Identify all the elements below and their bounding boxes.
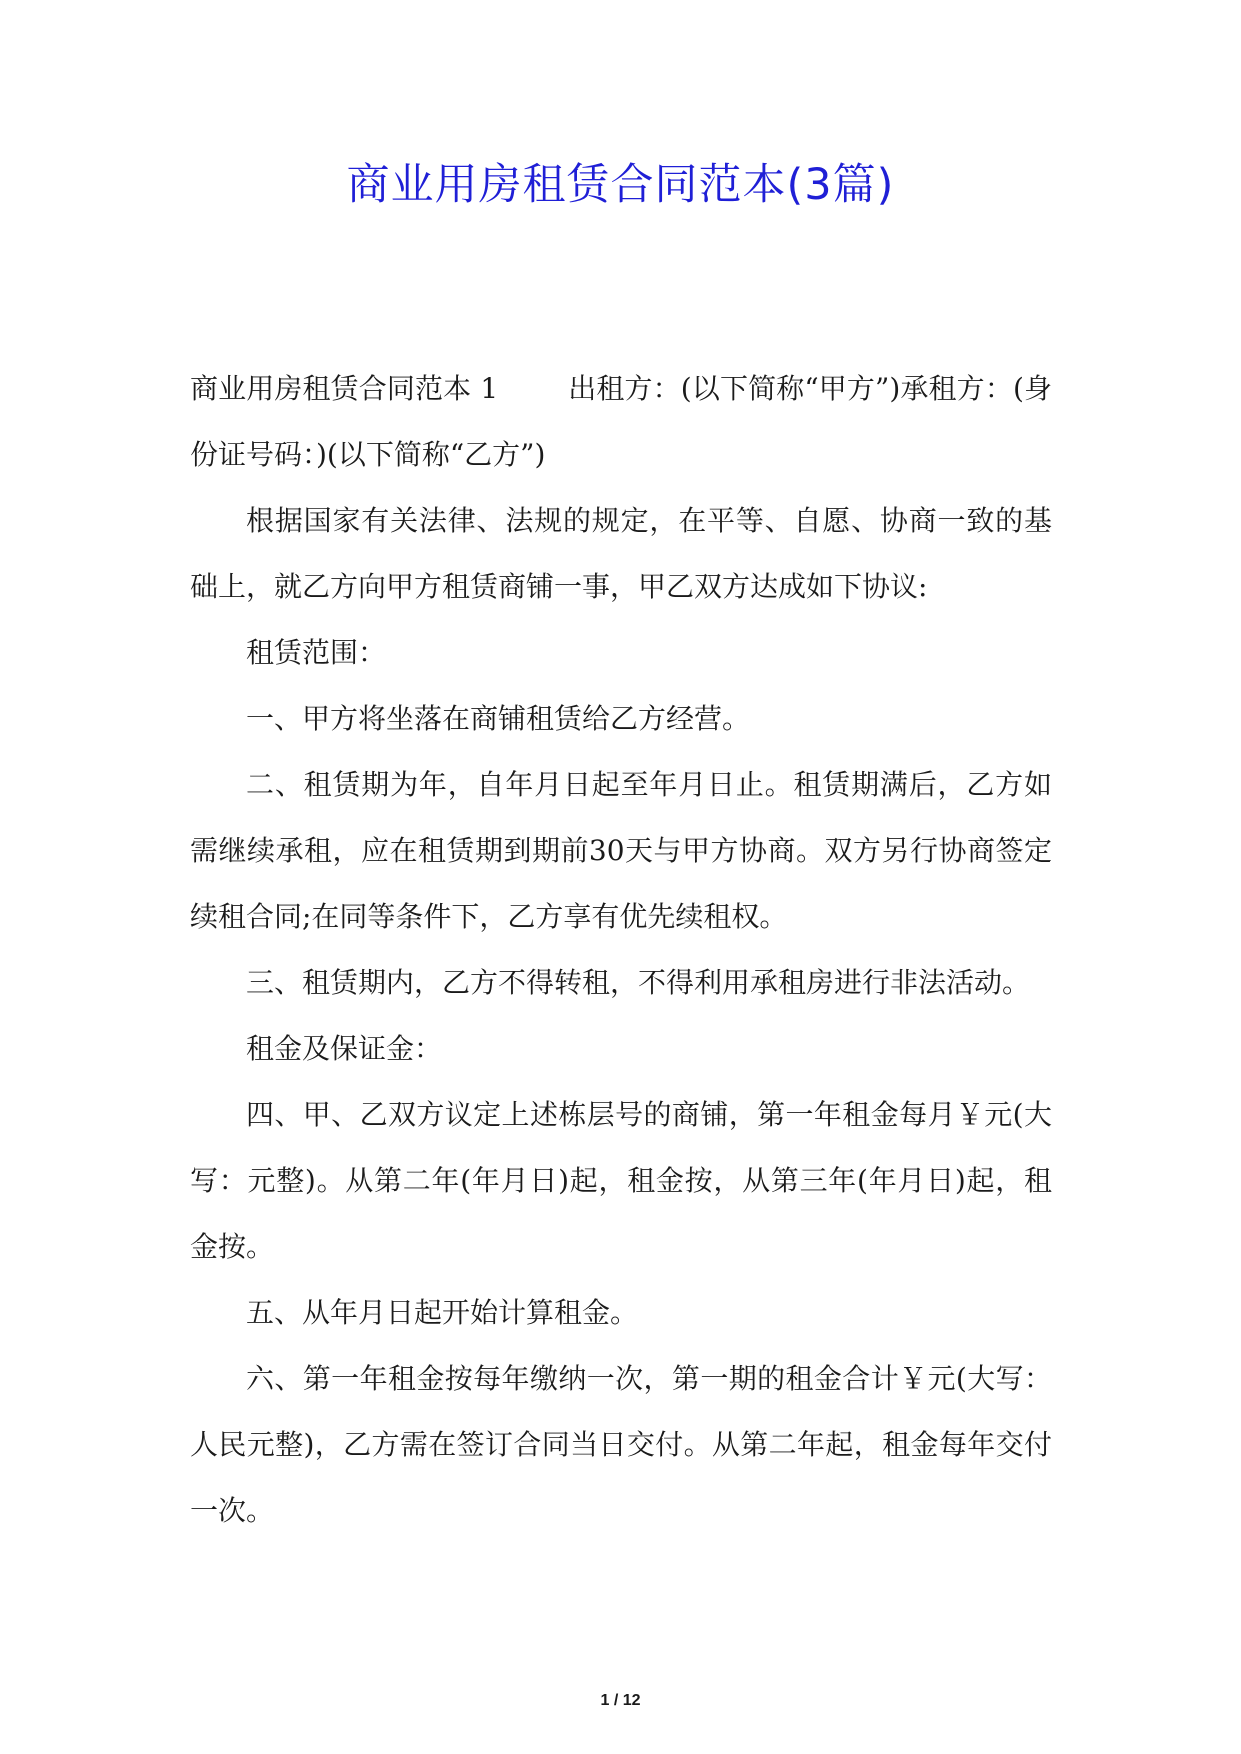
clause-2: 二、租赁期为年，自年月日起至年月日止。租赁期满后，乙方如需继续承租，应在租赁期到期前30天与甲方协商。双方另行协商签定续租合同;在同等条件下，乙方享有优先续租权。 (190, 768, 1052, 933)
document-title: 商业用房租赁合同范本(3篇) (346, 160, 895, 210)
section-heading-scope: 租赁范围： (246, 636, 387, 669)
clause-4: 四、甲、乙双方议定上述栋层号的商铺，第一年租金每月￥元(大写：元整)。从第二年(年月日)起，租金按，从第三年(年月日)起，租金按。 (190, 1098, 1052, 1263)
section-heading-rent: 租金及保证金： (246, 1032, 443, 1065)
clause-1: 一、甲方将坐落在商铺租赁给乙方经营。 (246, 702, 751, 735)
document-body (190, 356, 1052, 1544)
intro-paragraph (190, 356, 1052, 488)
page-number: 1 / 12 (600, 1692, 641, 1709)
clause-3: 三、租赁期内，乙方不得转租，不得利用承租房进行非法活动。 (246, 966, 1031, 999)
clause-6: 六、第一年租金按每年缴纳一次，第一期的租金合计￥元(大写：人民元整)，乙方需在签订合同当日交付。从第二年起，租金每年交付一次。 (190, 1362, 1052, 1527)
parties-text: 出租方：(以下简称“甲方”)承租方：(身份证号码：)(以下简称“乙方”) (190, 372, 1052, 471)
contract-heading: 商业用房租赁合同范本 1 (190, 372, 499, 405)
paragraph-basis: 根据国家有关法律、法规的规定，在平等、自愿、协商一致的基础上，就乙方向甲方租赁商铺一事，甲乙双方达成如下协议: (190, 504, 1052, 603)
clause-5: 五、从年月日起开始计算租金。 (246, 1296, 639, 1329)
